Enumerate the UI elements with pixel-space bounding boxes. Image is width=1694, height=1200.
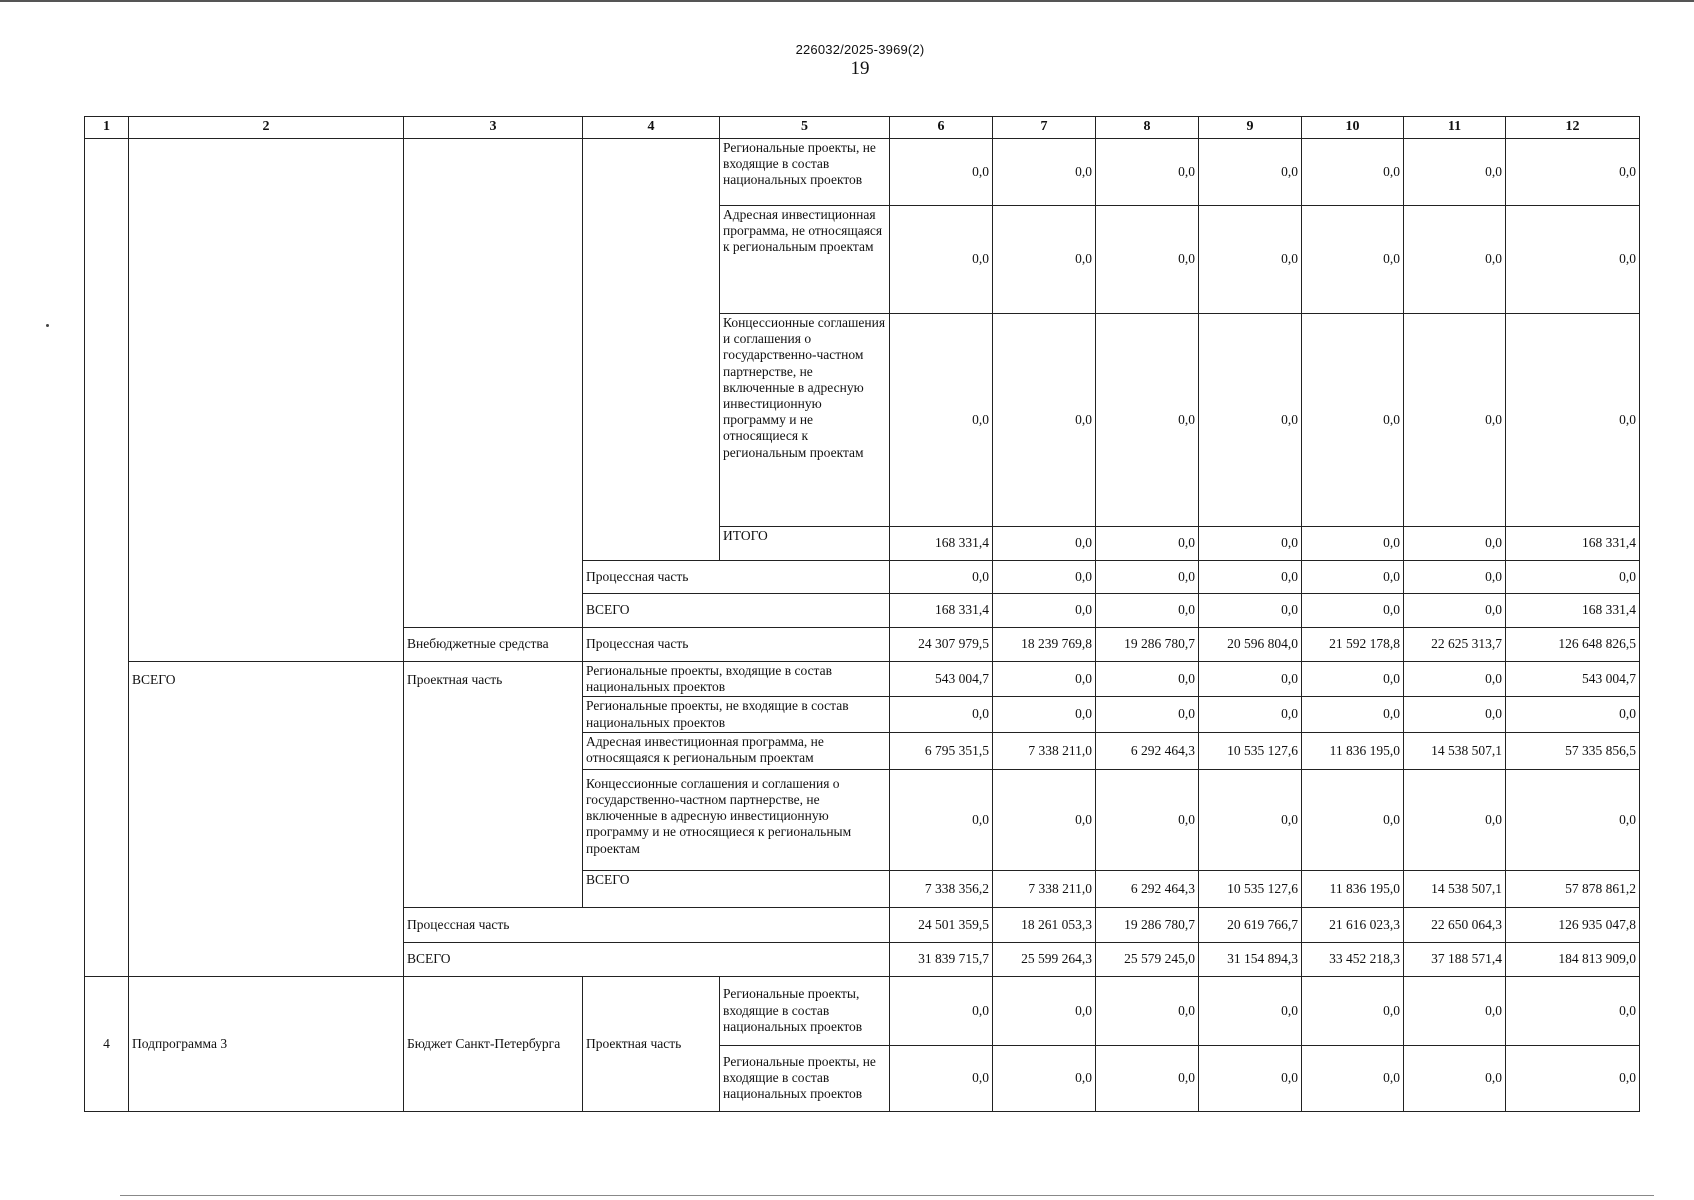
row-label: Адресная инвестиционная программа, не относящаяся к региональным проектам [583,732,890,769]
part-cell [583,139,720,561]
value-cell: 57 335 856,5 [1506,732,1640,769]
value-cell: 18 239 769,8 [993,628,1096,662]
value-cell: 19 286 780,7 [1096,907,1199,942]
value-cell: 0,0 [1199,594,1302,628]
value-cell: 168 331,4 [1506,594,1640,628]
value-cell: 0,0 [993,561,1096,594]
value-cell: 0,0 [1199,769,1302,870]
scan-artifact-dot [46,324,49,327]
value-cell: 0,0 [1404,662,1506,697]
value-cell: 184 813 909,0 [1506,942,1640,976]
value-cell: 7 338 211,0 [993,732,1096,769]
value-cell: 0,0 [1096,662,1199,697]
value-cell: 0,0 [1199,561,1302,594]
value-cell: 0,0 [993,139,1096,206]
value-cell: 168 331,4 [890,594,993,628]
scan-top-edge [0,0,1694,2]
value-cell: 20 619 766,7 [1199,907,1302,942]
row-label: Концессионные соглашения и соглашения о государственно-частном партнерстве, не включенные в адресную инвестиционную программу и не относящиеся к региональным проектам [720,314,890,527]
value-cell: 0,0 [993,976,1096,1045]
value-cell: 0,0 [993,1045,1096,1111]
value-cell: 0,0 [1404,1045,1506,1111]
value-cell: 0,0 [1199,206,1302,314]
value-cell: 0,0 [1199,314,1302,527]
value-cell: 0,0 [1096,594,1199,628]
value-cell: 0,0 [1302,594,1404,628]
value-cell: 0,0 [1096,561,1199,594]
value-cell: 24 307 979,5 [890,628,993,662]
row-label: Региональные проекты, не входящие в состав национальных проектов [583,697,890,732]
value-cell: 0,0 [890,561,993,594]
value-cell: 543 004,7 [1506,662,1640,697]
value-cell: 10 535 127,6 [1199,870,1302,907]
scan-bottom-edge [120,1195,1654,1196]
row-label: Процессная часть [404,907,890,942]
value-cell: 6 292 464,3 [1096,732,1199,769]
row-label: ВСЕГО [404,942,890,976]
value-cell: 18 261 053,3 [993,907,1096,942]
value-cell: 0,0 [1199,697,1302,732]
col-header-9: 9 [1199,117,1302,139]
budget-table [84,116,1640,1112]
col-header-4: 4 [583,117,720,139]
value-cell: 31 839 715,7 [890,942,993,976]
table-row [85,976,1640,1045]
value-cell: 0,0 [1404,697,1506,732]
value-cell: 19 286 780,7 [1096,628,1199,662]
value-cell: 0,0 [1404,206,1506,314]
value-cell: 0,0 [1199,139,1302,206]
row-label: Процессная часть [583,628,890,662]
value-cell: 0,0 [1404,769,1506,870]
value-cell: 0,0 [1506,697,1640,732]
col-header-5: 5 [720,117,890,139]
value-cell: 24 501 359,5 [890,907,993,942]
value-cell: 0,0 [1096,769,1199,870]
col-header-6: 6 [890,117,993,139]
value-cell: 0,0 [1302,314,1404,527]
value-cell: 22 625 313,7 [1404,628,1506,662]
value-cell: 0,0 [1506,561,1640,594]
row-label: Региональные проекты, не входящие в состав национальных проектов [720,139,890,206]
value-cell: 0,0 [1302,662,1404,697]
project-part-label: Проектная часть [583,976,720,1111]
value-cell: 25 579 245,0 [1096,942,1199,976]
value-cell: 0,0 [1096,527,1199,561]
col-header-1: 1 [85,117,129,139]
col-header-12: 12 [1506,117,1640,139]
value-cell: 0,0 [993,662,1096,697]
program-total-label: ВСЕГО [129,662,404,977]
row-label: Региональные проекты, входящие в состав национальных проектов [720,976,890,1045]
value-cell: 0,0 [1096,314,1199,527]
value-cell: 0,0 [1199,662,1302,697]
col-header-11: 11 [1404,117,1506,139]
value-cell: 0,0 [1302,561,1404,594]
value-cell: 126 648 826,5 [1506,628,1640,662]
value-cell: 14 538 507,1 [1404,870,1506,907]
value-cell: 10 535 127,6 [1199,732,1302,769]
value-cell: 0,0 [993,769,1096,870]
value-cell: 6 292 464,3 [1096,870,1199,907]
row-label: Адресная инвестиционная программа, не относящаяся к региональным проектам [720,206,890,314]
value-cell: 0,0 [1096,976,1199,1045]
value-cell: 0,0 [993,206,1096,314]
value-cell: 0,0 [1506,769,1640,870]
value-cell: 543 004,7 [890,662,993,697]
row-label: ИТОГО [720,527,890,561]
value-cell: 11 836 195,0 [1302,732,1404,769]
value-cell: 0,0 [1506,976,1640,1045]
value-cell: 0,0 [1506,206,1640,314]
value-cell: 0,0 [890,1045,993,1111]
value-cell: 0,0 [1302,697,1404,732]
value-cell: 0,0 [1404,527,1506,561]
value-cell: 168 331,4 [1506,527,1640,561]
value-cell: 0,0 [1096,139,1199,206]
value-cell: 0,0 [993,594,1096,628]
value-cell: 168 331,4 [890,527,993,561]
subprogram-label: Подпрограмма 3 [129,976,404,1111]
col-header-8: 8 [1096,117,1199,139]
table-row [85,139,1640,206]
row-label: Региональные проекты, не входящие в состав национальных проектов [720,1045,890,1111]
document-number: 226032/2025-3969(2) [795,42,925,57]
value-cell: 0,0 [1404,139,1506,206]
value-cell: 21 592 178,8 [1302,628,1404,662]
value-cell: 0,0 [1096,1045,1199,1111]
value-cell: 7 338 356,2 [890,870,993,907]
row-label: ВСЕГО [583,870,890,907]
row-label: Региональные проекты, входящие в состав национальных проектов [583,662,890,697]
value-cell: 0,0 [1302,976,1404,1045]
col-header-7: 7 [993,117,1096,139]
value-cell: 0,0 [890,697,993,732]
value-cell: 0,0 [993,314,1096,527]
value-cell: 0,0 [890,206,993,314]
value-cell: 25 599 264,3 [993,942,1096,976]
value-cell: 14 538 507,1 [1404,732,1506,769]
value-cell: 0,0 [890,976,993,1045]
value-cell: 11 836 195,0 [1302,870,1404,907]
col-header-2: 2 [129,117,404,139]
value-cell: 22 650 064,3 [1404,907,1506,942]
row-label: Концессионные соглашения и соглашения о государственно-частном партнерстве, не включенные в адресную инвестиционную программу и не относящиеся к региональным проектам [583,769,890,870]
value-cell: 0,0 [1302,139,1404,206]
value-cell: 7 338 211,0 [993,870,1096,907]
value-cell: 20 596 804,0 [1199,628,1302,662]
value-cell: 21 616 023,3 [1302,907,1404,942]
funding-source-label: Внебюджетные средства [404,628,583,662]
value-cell: 0,0 [1199,1045,1302,1111]
value-cell: 0,0 [890,769,993,870]
source-cell [404,139,583,628]
value-cell: 0,0 [1506,1045,1640,1111]
value-cell: 0,0 [1302,769,1404,870]
value-cell: 0,0 [1506,314,1640,527]
col-header-3: 3 [404,117,583,139]
value-cell: 0,0 [1096,206,1199,314]
row-label: Процессная часть [583,561,890,594]
page-number: 19 [850,58,870,79]
value-cell: 0,0 [1404,314,1506,527]
value-cell: 0,0 [1404,976,1506,1045]
value-cell: 0,0 [993,527,1096,561]
project-part-label: Проектная часть [404,662,583,908]
value-cell: 57 878 861,2 [1506,870,1640,907]
funding-source-label: Бюджет Санкт-Петербурга [404,976,583,1111]
value-cell: 0,0 [993,697,1096,732]
value-cell: 0,0 [1404,561,1506,594]
value-cell: 0,0 [1302,206,1404,314]
value-cell: 0,0 [890,139,993,206]
value-cell: 31 154 894,3 [1199,942,1302,976]
value-cell: 0,0 [1199,527,1302,561]
value-cell: 6 795 351,5 [890,732,993,769]
column-number-row [85,117,1640,139]
value-cell: 0,0 [1199,976,1302,1045]
row-number: 4 [85,976,129,1111]
value-cell: 0,0 [1302,527,1404,561]
table-row [85,662,1640,697]
value-cell: 37 188 571,4 [1404,942,1506,976]
value-cell: 0,0 [890,314,993,527]
value-cell: 0,0 [1096,697,1199,732]
value-cell: 0,0 [1302,1045,1404,1111]
value-cell: 126 935 047,8 [1506,907,1640,942]
value-cell: 0,0 [1404,594,1506,628]
value-cell: 33 452 218,3 [1302,942,1404,976]
value-cell: 0,0 [1506,139,1640,206]
row-label: ВСЕГО [583,594,890,628]
row-number-cell [85,139,129,977]
col-header-10: 10 [1302,117,1404,139]
program-cell [129,139,404,662]
